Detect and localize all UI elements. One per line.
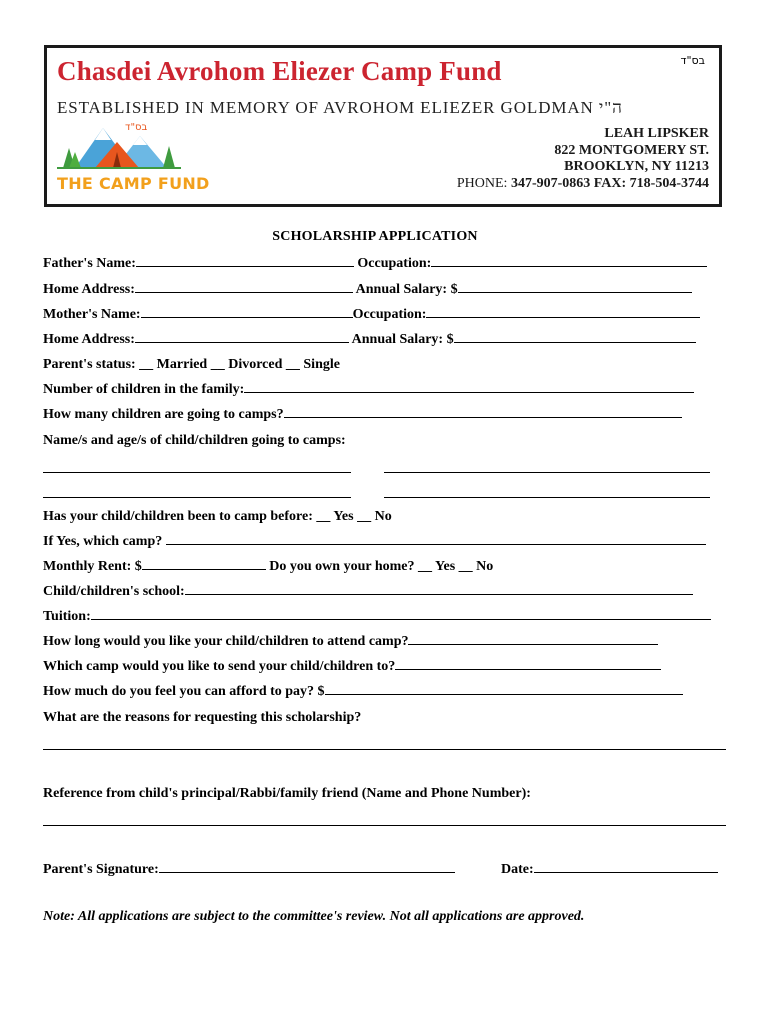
fathers-occupation-field[interactable] (431, 254, 707, 267)
memorial-line: ESTABLISHED IN MEMORY OF AVROHOM ELIEZER GOLDMAN ה"י (57, 98, 623, 117)
form-title: SCHOLARSHIP APPLICATION (272, 229, 478, 244)
reasons-label: What are the reasons for requesting this scholarship? (43, 710, 362, 725)
mothers-salary-label: Annual Salary: $ (351, 332, 454, 347)
fathers-name-label: Father's Name: (43, 256, 136, 271)
which-camp-before-label: If Yes, which camp? (43, 534, 163, 549)
contact-name: LEAH LIPSKER (604, 126, 709, 141)
reference-field[interactable] (43, 825, 726, 826)
child-name-line-3[interactable] (43, 497, 351, 498)
org-title: Chasdei Avrohom Eliezer Camp Fund (57, 56, 502, 86)
num-children-label: Number of children in the family: (43, 382, 245, 397)
reference-label: Reference from child's principal/Rabbi/family friend (Name and Phone Number): (43, 786, 531, 801)
contact-phone-line (457, 176, 709, 193)
contact-street: 822 MONTGOMERY ST. (554, 142, 709, 158)
parents-status-row[interactable] (43, 355, 340, 375)
date-row (501, 860, 718, 880)
mothers-name-row (43, 305, 700, 325)
mothers-address-field[interactable] (135, 330, 349, 343)
logo-text: THE CAMP FUND (57, 174, 210, 193)
tuition-row (43, 607, 711, 627)
reasons-field[interactable] (43, 749, 726, 750)
afford-row (43, 682, 683, 702)
which-camp-before-field[interactable] (166, 532, 706, 545)
school-label: Child/children's school: (43, 584, 185, 599)
fathers-address-label: Home Address: (43, 282, 135, 297)
num-children-row (43, 380, 694, 400)
child-name-line-2[interactable] (384, 472, 710, 473)
monthly-rent-label: Monthly Rent: $ (43, 559, 142, 574)
been-to-camp-label: Has your child/children been to camp before: __ Yes __ No (43, 509, 392, 524)
how-long-row (43, 632, 658, 652)
school-field[interactable] (185, 582, 693, 595)
fathers-name-field[interactable] (136, 254, 354, 267)
parents-status-label: Parent's status: __ Married __ Divorced __ Single (43, 357, 340, 372)
how-long-field[interactable] (408, 632, 658, 645)
afford-field[interactable] (325, 682, 683, 695)
fathers-name-row (43, 254, 707, 274)
how-long-label: How long would you like your child/children to attend camp? (43, 634, 409, 649)
contact-phone: 347-907-0863 FAX: 718-504-3744 (510, 175, 709, 191)
child-name-line-4[interactable] (384, 497, 710, 498)
tuition-label: Tuition: (43, 609, 91, 624)
num-children-field[interactable] (244, 380, 694, 393)
which-camp-before-row (43, 532, 706, 552)
contact-city: BROOKLYN, NY 11213 (564, 159, 709, 174)
signature-label: Parent's Signature: (43, 862, 159, 877)
fathers-salary-label: Annual Salary: $ (355, 282, 458, 297)
fathers-occupation-label: Occupation: (357, 256, 432, 271)
contact-block (457, 126, 709, 192)
mothers-address-row (43, 330, 696, 350)
fathers-address-field[interactable] (135, 280, 353, 293)
afford-label: How much do you feel you can afford to pay? $ (43, 684, 325, 699)
names-ages-label: Name/s and age/s of child/children going to camps: (43, 433, 346, 448)
date-field[interactable] (534, 860, 718, 873)
tuition-field[interactable] (91, 607, 711, 620)
hebrew-bsd: בס"ד (680, 54, 705, 67)
mothers-occupation-field[interactable] (426, 305, 700, 318)
mothers-name-field[interactable] (141, 305, 353, 318)
date-label: Date: (501, 862, 534, 877)
signature-row (43, 860, 455, 880)
children-camps-row (43, 405, 682, 425)
school-row (43, 582, 693, 602)
mothers-name-label: Mother's Name: (43, 307, 141, 322)
reasons-row (43, 708, 361, 728)
fathers-address-row (43, 280, 692, 300)
signature-field[interactable] (159, 860, 455, 873)
reference-row (43, 784, 531, 804)
fathers-salary-field[interactable] (458, 280, 692, 293)
child-name-line-1[interactable] (43, 472, 351, 473)
which-camp-send-label: Which camp would you like to send your child/children to? (43, 659, 396, 674)
children-camps-field[interactable] (284, 405, 682, 418)
logo-hebrew: בס"ד (125, 122, 148, 133)
contact-phone-label: PHONE: (456, 175, 508, 191)
monthly-rent-field[interactable] (142, 557, 266, 570)
approval-note: Note: All applications are subject to the committee's review. Not all applications are approved. (43, 909, 585, 924)
been-to-camp-row[interactable] (43, 507, 392, 527)
monthly-rent-row (43, 557, 493, 577)
mothers-address-label: Home Address: (43, 332, 135, 347)
mothers-occupation-label: Occupation: (352, 307, 427, 322)
which-camp-send-row (43, 657, 661, 677)
children-camps-label: How many children are going to camps? (43, 407, 284, 422)
mothers-salary-field[interactable] (454, 330, 696, 343)
names-ages-row (43, 431, 346, 451)
own-home-label[interactable]: Do you own your home? __ Yes __ No (269, 559, 494, 574)
header-box (44, 45, 722, 207)
which-camp-send-field[interactable] (395, 657, 661, 670)
